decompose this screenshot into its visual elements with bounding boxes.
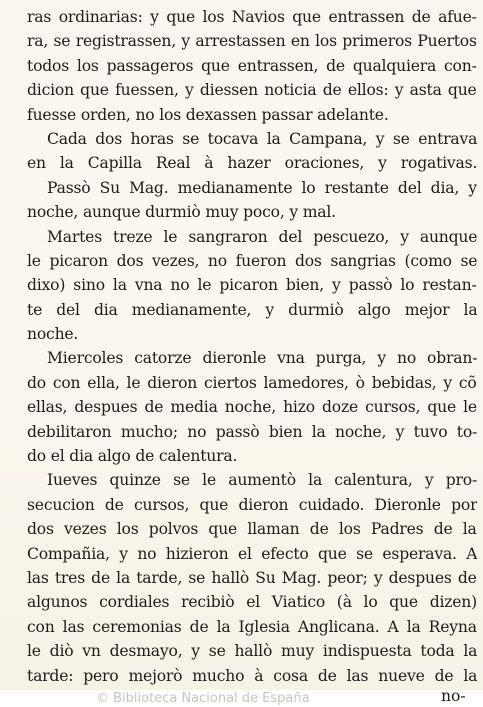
text-line: secucion de cursos, que dieron cuidado. Dieronle por [27, 495, 477, 514]
page-text [27, 5, 477, 688]
text-line: algunos cordiales recibiò el Viatico (à lo que dizen) [27, 593, 477, 612]
paragraph-start: Passò Su Mag. medianamente lo restante del dia, y [47, 178, 477, 197]
text-line: le diò vn desmayo, y se hallò muy indispuesta toda la [27, 642, 477, 661]
text-line: tarde: pero mejorò mucho à cosa de las nueve de la [27, 666, 477, 685]
text-line: dicion que fuessen, y diessen noticia de ellos: y asta que [27, 81, 477, 100]
text-line: dixo) sino la vna no le picaron bien, y passò lo restan- [27, 276, 477, 295]
text-line: le picaron dos vezes, no fueron dos sangrias (como se [27, 251, 477, 270]
text-line: do con ella, le dieron ciertos lamedores, ò bebidas, y cõ [27, 373, 477, 392]
text-line: dos vezes los polvos que llaman de los Padres de la [27, 520, 477, 539]
text-line: fuesse orden, no los dexassen passar adelante. [27, 105, 389, 124]
text-line: noche, aunque durmiò muy poco, y mal. [27, 203, 336, 222]
text-line: ra, se registrassen, y arrestassen en los primeros Puertos [27, 32, 477, 51]
catchword: no- [441, 687, 466, 705]
paragraph-start: Iueves quinze se le aumentò la calentura, y pro- [47, 471, 477, 490]
text-line: las tres de la tarde, se hallò Su Mag. peor; y despues de [27, 568, 477, 587]
text-line: en la Capilla Real à hazer oraciones, y rogativas. [27, 154, 477, 173]
text-line: Compañia, y no hizieron el efecto que se esperava. A [27, 544, 477, 563]
paragraph-start: Miercoles catorze dieronle vna purga, y no obran- [47, 349, 477, 368]
text-line: debilitaron mucho; no passò bien la noche, y tuvo to- [27, 422, 477, 441]
paragraph-start: Cada dos horas se tocava la Campana, y se entrava [47, 129, 477, 148]
text-line: do el dia algo de calentura. [27, 447, 238, 466]
text-line: te del dia medianamente, y durmiò algo mejor la [27, 300, 477, 319]
text-line: todos los passageros que entrassen, de qualquiera con- [27, 56, 477, 75]
text-line: con las ceremonias de la Iglesia Anglicana. A la Reyna [27, 617, 477, 636]
library-watermark: © Biblioteca Nacional de España [96, 691, 310, 706]
text-line: ras ordinarias: y que los Navios que entrassen de afue- [27, 8, 477, 26]
paragraph-start: Martes treze le sangraron del pescuezo, y aunque [47, 227, 477, 246]
text-line: noche. [27, 325, 79, 344]
text-line: ellas, despues de media noche, hizo doze cursos, que le [27, 398, 477, 417]
